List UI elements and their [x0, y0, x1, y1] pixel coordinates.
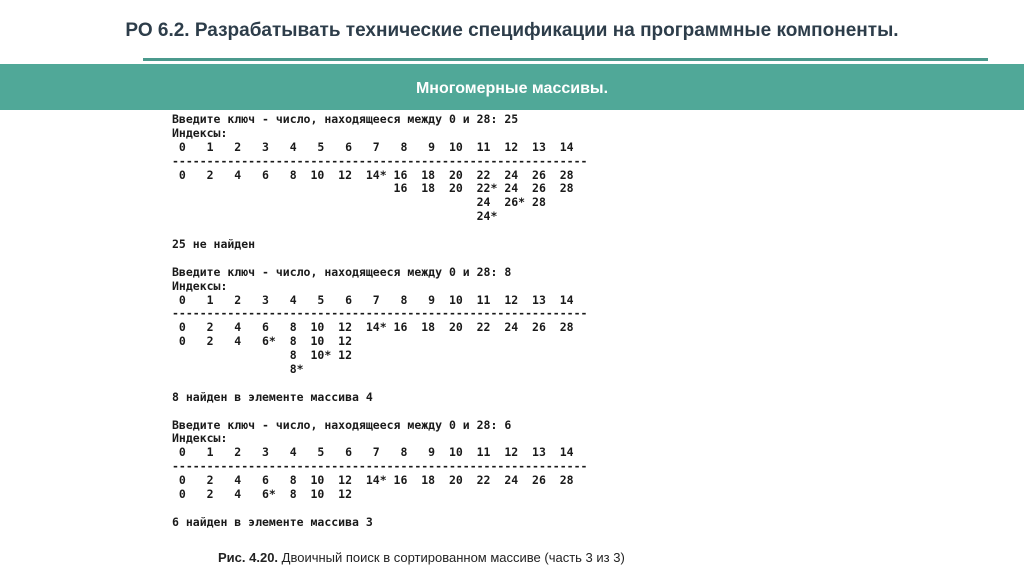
console-line: 0 2 4 6* 8 10 12	[172, 487, 353, 502]
console-line: 0 1 2 3 4 5 6 7 8 9 10 11 12 13 14	[172, 445, 574, 460]
console-line: Введите ключ - число, находящееся между 0 и 28: 25	[172, 112, 519, 126]
console-line: 24*	[172, 209, 498, 224]
console-line: 8 найден в элементе массива 4	[172, 389, 373, 404]
console-line	[172, 405, 672, 419]
console-line: 0 2 4 6* 8 10 12	[172, 334, 353, 349]
console-line	[172, 252, 672, 266]
console-line: 8 10* 12	[172, 348, 353, 363]
console-line: 0 2 4 6 8 10 12 14* 16 18 20 22 24 26 28	[172, 320, 574, 335]
console-output	[172, 113, 672, 530]
console-line	[172, 224, 672, 238]
title-underline	[143, 58, 988, 61]
console-line: 0 1 2 3 4 5 6 7 8 9 10 11 12 13 14	[172, 139, 574, 154]
console-line: ------------------------------------------------------------	[172, 306, 588, 321]
console-line: 6 найден в элементе массива 3	[172, 514, 373, 529]
console-line: 16 18 20 22* 24 26 28	[172, 181, 574, 196]
console-line: 8*	[172, 362, 304, 377]
console-line: 0 1 2 3 4 5 6 7 8 9 10 11 12 13 14	[172, 292, 574, 307]
console-line	[172, 502, 672, 516]
console-line: ------------------------------------------------------------	[172, 153, 588, 168]
console-line: 0 2 4 6 8 10 12 14* 16 18 20 22 24 26 28	[172, 473, 574, 488]
slide-title: РО 6.2. Разрабатывать технические спецификации на программные компоненты.	[125, 20, 899, 41]
console-line: ------------------------------------------------------------	[172, 459, 588, 474]
console-line: 0 2 4 6 8 10 12 14* 16 18 20 22 24 26 28	[172, 167, 574, 182]
console-line: Введите ключ - число, находящееся между 0 и 28: 8	[172, 264, 512, 279]
console-line: Введите ключ - число, находящееся между 0 и 28: 6	[172, 417, 512, 432]
console-line: Индексы:	[172, 278, 228, 293]
console-line	[172, 377, 672, 391]
slide-subtitle: Многомерные массивы.	[415, 80, 609, 97]
figure-caption-text: Двоичный поиск в сортированном массиве (часть 3 из 3)	[281, 550, 625, 565]
console-line: 25 не найден	[172, 237, 256, 252]
console-line: 24 26* 28	[172, 195, 546, 210]
figure-caption-label: Рис. 4.20.	[218, 550, 279, 565]
console-line: Индексы:	[172, 431, 228, 446]
console-line: Индексы:	[172, 125, 228, 140]
figure-caption	[218, 550, 625, 565]
